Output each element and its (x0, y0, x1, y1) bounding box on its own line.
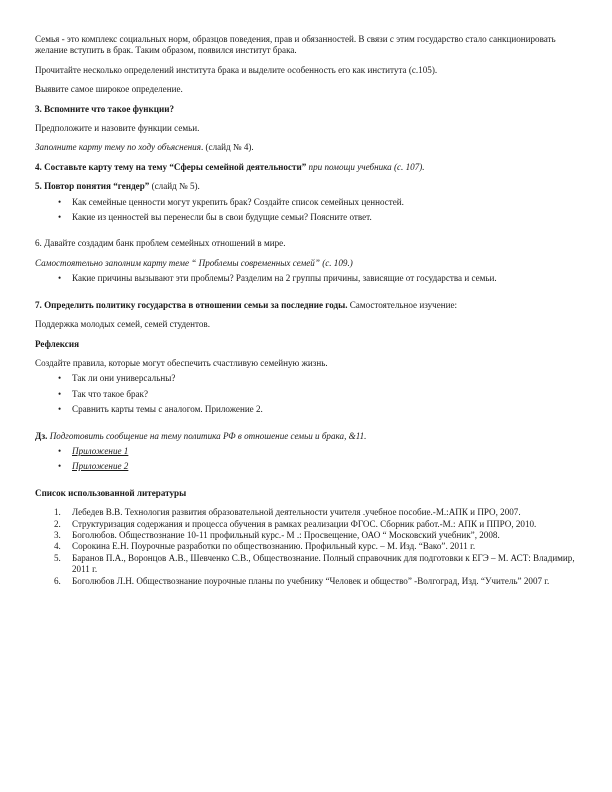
list-item (35, 519, 577, 530)
heading-gender (35, 181, 577, 192)
reference-number: 5. (54, 552, 61, 563)
bullet-icon: • (58, 404, 62, 415)
appendix-links-list (35, 446, 577, 473)
list-item-text: Какие из ценностей вы перенесли бы в свои будущие семьи? Поясните ответ. (72, 212, 372, 223)
list-item (35, 197, 577, 208)
map-fill-italic: Заполните карту тему по ходу объяснения (35, 142, 201, 153)
heading-state-policy (35, 300, 577, 311)
support-paragraph: Поддержка молодых семей, семей студентов. (35, 319, 210, 330)
gender-normal: (слайд № 5). (149, 181, 200, 192)
list-item (35, 389, 577, 400)
heading-functions: 3. Вспомните что такое функции? (35, 103, 175, 114)
problems-map-paragraph: Самостоятельно заполним карту теме “ Проблемы современных семей” (с. 109.) (35, 257, 353, 268)
map-fill-paragraph (35, 142, 577, 153)
reference-number: 2. (54, 518, 61, 529)
heading-spheres-map (35, 162, 577, 173)
list-item (35, 576, 577, 587)
homework-paragraph (35, 431, 577, 442)
reference-text: Баранов П.А., Воронцов А.В., Шевченко С.В., Обществознание. Полный справочник для подготовки к ЕГЭ – М. АСТ: Владимир, 2011 г. (72, 552, 575, 575)
state-policy-normal: Самостоятельное изучение: (347, 299, 458, 310)
reference-number: 4. (54, 541, 61, 552)
appendix-2-link[interactable]: Приложение 2 (72, 461, 129, 472)
heading-reflection: Рефлексия (35, 338, 79, 349)
reference-text: Лебедев В.В. Технология развития образовательной деятельности учителя .учебное пособие.-М.:АПК и ПРО, 2007. (72, 507, 521, 518)
functions-paragraph: Предположите и назовите функции семьи. (35, 123, 200, 134)
bullet-icon: • (58, 273, 62, 284)
broadest-definition-paragraph: Выявите самое широкое определение. (35, 84, 183, 95)
reference-text: Структуризация содержания и процесса обучения в рамках реализации ФГОС. Сборник работ.-М.: АПК и ППРО, 2010. (72, 518, 537, 529)
gender-bold: 5. Повтор понятия “гендер” (35, 181, 150, 192)
list-item-text: Сравнить карты темы с аналогом. Приложение 2. (72, 404, 263, 415)
reference-number: 1. (54, 507, 61, 518)
list-item (35, 507, 577, 518)
bullet-icon: • (58, 196, 62, 207)
list-item (35, 461, 577, 472)
list-item (35, 446, 577, 457)
bullet-icon: • (58, 388, 62, 399)
bullet-icon: • (58, 461, 62, 472)
family-definition-paragraph: Семья - это комплекс социальных норм, образцов поведения, прав и обязанностей. В связи с этим государство стало санкционировать желание вступить в брак. Таким образом, появился институт брака. (35, 34, 556, 56)
problems-bank-paragraph: 6. Давайте создадим банк проблем семейных отношений в мире. (35, 238, 286, 249)
problems-causes-list (35, 273, 577, 284)
list-item (35, 273, 577, 284)
bullet-icon: • (58, 373, 62, 384)
list-item-text: Так что такое брак? (72, 388, 149, 399)
bullet-icon: • (58, 445, 62, 456)
reference-text: Боголюбов Л.Н. Обществознание поурочные планы по учебнику “Человек и общество” -Волгоград, Изд. “Учитель” 2007 г. (72, 575, 550, 586)
map-fill-normal: . (слайд № 4). (200, 142, 254, 153)
list-item-text: Так ли они универсальны? (72, 373, 176, 384)
list-item-text: Какие причины вызывают эти проблемы? Разделим на 2 группы причины, зависящие от государства и семьи. (72, 273, 497, 284)
reflection-list (35, 373, 577, 415)
reference-number: 6. (54, 575, 61, 586)
document-content (35, 34, 577, 587)
homework-bold: Дз. (35, 430, 48, 441)
list-item (35, 404, 577, 415)
read-definitions-paragraph: Прочитайте несколько определений института брака и выделите особенность его как института (с.105). (35, 64, 438, 75)
references-list (35, 507, 577, 587)
family-values-list (35, 197, 577, 224)
spheres-map-italic: при помощи учебника (с. 107). (306, 161, 425, 172)
heading-references: Список использованной литературы (35, 487, 187, 498)
list-item (35, 541, 577, 552)
list-item (35, 373, 577, 384)
appendix-1-link[interactable]: Приложение 1 (72, 445, 129, 456)
reference-text: Сорокина Е.Н. Поурочные разработки по обществознанию. Профильный курс. – М. Изд. “Вако”. 2011 г. (72, 541, 476, 552)
spheres-map-bold: 4. Составьте карту тему на тему “Сферы семейной деятельности” (35, 161, 307, 172)
rules-paragraph: Создайте правила, которые могут обеспечить счастливую семейную жизнь. (35, 357, 328, 368)
list-item (35, 530, 577, 541)
list-item-text: Как семейные ценности могут укрепить брак? Создайте список семейных ценностей. (72, 196, 404, 207)
list-item (35, 553, 577, 576)
list-item (35, 212, 577, 223)
reference-text: Боголюбов. Обществознание 10-11 профильный курс.- М .: Просвещение, ОАО “ Московский учебник”, 2008. (72, 529, 500, 540)
bullet-icon: • (58, 212, 62, 223)
homework-italic: Подготовить сообщение на тему политика РФ в отношение семьи и брака, &11. (47, 430, 367, 441)
state-policy-bold: 7. Определить политику государства в отношении семьи за последние годы. (35, 299, 348, 310)
reference-number: 3. (54, 529, 61, 540)
